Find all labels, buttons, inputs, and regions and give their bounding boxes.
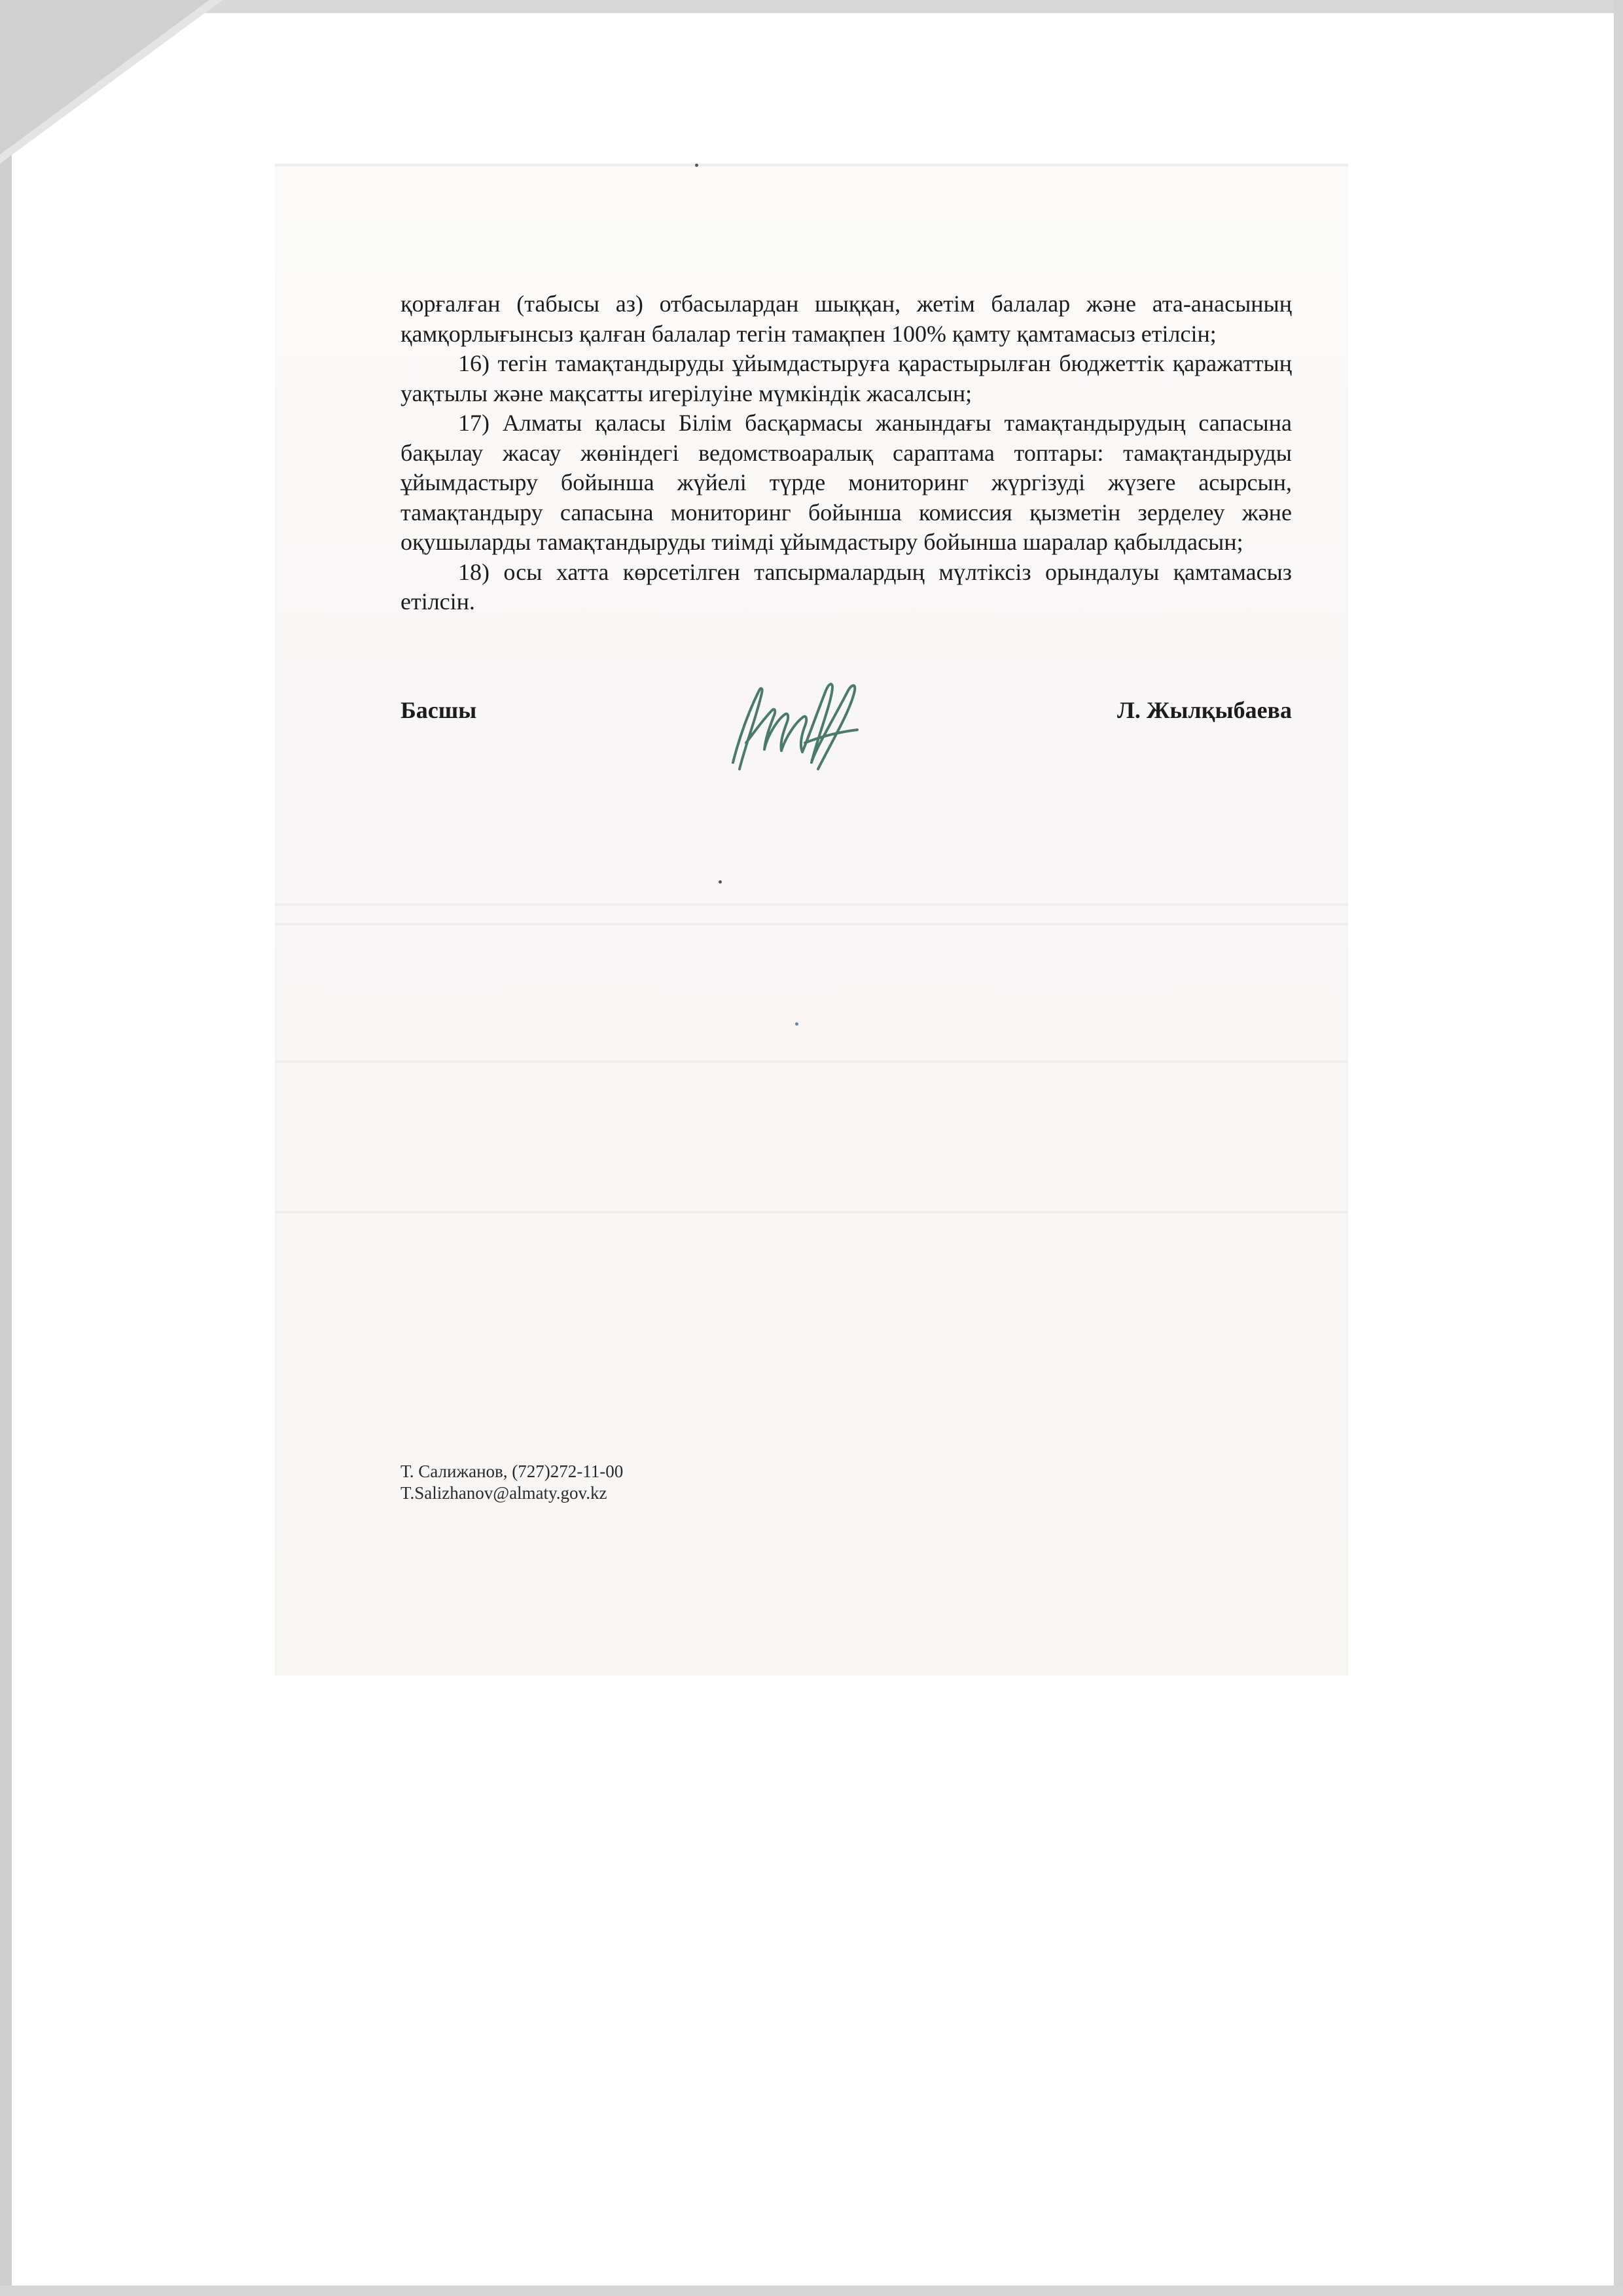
paragraph-item-17: 17) Алматы қаласы Білім басқармасы жанындағы тамақтандырудың сапасына бақылау жасау жөніндегі ведомствоаралық сараптама топтары: тамақтандыруды ұйымдастыру бойынша жүйелі түрде мониторинг жүргізуді жүзеге асырсын, тамақтандыру сапасына мониторинг бойынша комиссия қызметін зерделеу және оқушыларды тамақтандыруды тиімді ұйымдастыру бойынша шаралар қабылдасын; — [401, 410, 1292, 555]
signatory-title: Басшы — [401, 697, 477, 723]
contact-person-phone: Т. Салижанов, (727)272-11-00 — [401, 1462, 624, 1481]
paragraph-item-16: 16) тегін тамақтандыруды ұйымдастыруға қарастырылған бюджеттік қаражаттың уақтылы және мақсатты игерілуіне мүмкіндік жасалсын; — [401, 350, 1292, 406]
bleed-line — [275, 1211, 1348, 1213]
bleed-line — [275, 923, 1348, 925]
scanner-edge-bottom — [0, 2286, 1623, 2296]
bleed-line — [275, 903, 1348, 906]
signatory-name: Л. Жылқыбаева — [1117, 697, 1292, 723]
scan-speck — [795, 1022, 798, 1026]
document-body — [401, 289, 1292, 617]
scan-speck — [719, 880, 722, 884]
paragraph-continuation: қорғалған (табысы аз) отбасылардан шыққан, жетім балалар және ата-анасының қамқорлығынсыз қалған балалар тегін тамақпен 100% қамту қамтамасыз етілсін; — [401, 291, 1292, 347]
bleed-line — [275, 1060, 1348, 1063]
scanner-edge-right — [1614, 0, 1623, 2296]
scan-speck — [695, 164, 698, 167]
scanner-edge-left — [0, 0, 12, 2296]
contact-info — [401, 1461, 623, 1504]
paragraph-item-18: 18) осы хатта көрсетілген тапсырмалардың мүлтіксіз орындалуы қамтамасыз етілсін. — [401, 558, 1292, 615]
bleed-line — [275, 164, 1348, 166]
folded-corner-shadow — [0, 0, 209, 154]
handwritten-signature — [720, 664, 870, 782]
scanner-edge-top — [0, 0, 1623, 13]
contact-email: T.Salizhanov@almaty.gov.kz — [401, 1483, 607, 1503]
